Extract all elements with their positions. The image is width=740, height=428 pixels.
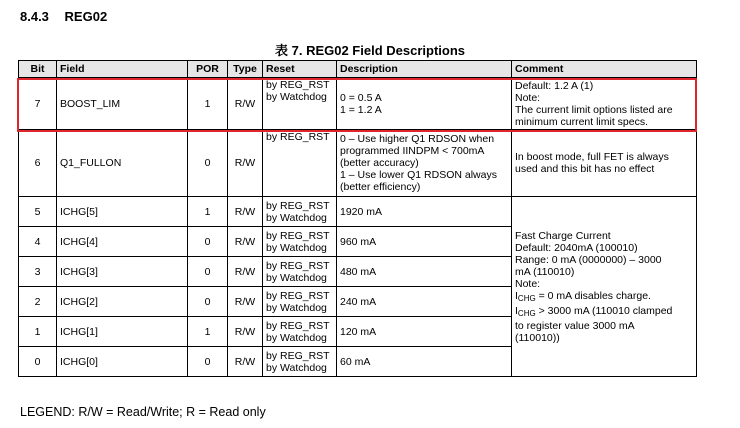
comment-line: [515, 305, 693, 320]
reset-line: by REG_RST: [266, 289, 330, 302]
cell-por: 1: [188, 197, 228, 227]
cell-reset: [263, 287, 337, 317]
cell-por: 0: [188, 347, 228, 377]
cell-type: R/W: [228, 257, 263, 287]
reset-line: by Watchdog: [266, 331, 327, 344]
table-title: 表 7. REG02 Field Descriptions: [275, 43, 465, 58]
cell-field: Q1_FULLON: [57, 130, 188, 197]
reset-line: by REG_RST: [266, 259, 330, 272]
cell-description: 960 mA: [337, 227, 512, 257]
cell-type: R/W: [228, 130, 263, 197]
cell-type: R/W: [228, 78, 263, 130]
cell-bit: 5: [19, 197, 57, 227]
cell-reset: [263, 257, 337, 287]
reset-line: by REG_RST: [266, 319, 330, 332]
comment-line: Fast Charge Current: [515, 229, 611, 242]
cell-reset: [263, 130, 337, 197]
cell-bit: 0: [19, 347, 57, 377]
cell-bit: 1: [19, 317, 57, 347]
col-header-por: POR: [188, 61, 228, 78]
table-header-row: [19, 61, 697, 78]
cell-description: 240 mA: [337, 287, 512, 317]
description-line: 1 – Use lower Q1 RDSON always: [340, 169, 497, 181]
cell-bit: 4: [19, 227, 57, 257]
cell-type: R/W: [228, 197, 263, 227]
legend: LEGEND: R/W = Read/Write; R = Read only: [20, 405, 266, 419]
reset-line: by REG_RST: [266, 199, 330, 212]
cell-bit: 3: [19, 257, 57, 287]
cell-reset: [263, 227, 337, 257]
cell-por: 1: [188, 317, 228, 347]
comment-line: (110010)): [515, 331, 560, 344]
comment-line: to register value 3000 mA: [515, 319, 635, 332]
col-header-bit: Bit: [19, 61, 57, 78]
cell-por: 0: [188, 257, 228, 287]
reset-line: by Watchdog: [266, 301, 327, 314]
reset-line: by Watchdog: [266, 91, 327, 103]
cell-field: ICHG[0]: [57, 347, 188, 377]
ichg-symbol: I: [515, 289, 518, 302]
cell-description: 480 mA: [337, 257, 512, 287]
cell-bit: 6: [19, 130, 57, 197]
description-line: 0 – Use higher Q1 RDSON when: [340, 133, 495, 145]
cell-comment: [512, 130, 697, 197]
cell-description: [337, 78, 512, 130]
cell-field: ICHG[4]: [57, 227, 188, 257]
reset-line: by Watchdog: [266, 361, 327, 374]
reset-line: by REG_RST: [266, 349, 330, 362]
cell-description: 1920 mA: [337, 197, 512, 227]
section-heading: [20, 9, 107, 24]
col-header-reset: Reset: [263, 61, 337, 78]
field-descriptions-table: [18, 60, 697, 377]
ichg-subscript: CHG: [517, 293, 536, 303]
comment-line: Default: 1.2 A (1): [515, 79, 594, 92]
description-line: 1 = 1.2 A: [340, 103, 382, 116]
comment-line: [515, 290, 693, 305]
comment-line: The current limit options listed are: [515, 103, 673, 116]
comment-text: > 3000 mA (110010 clamped: [535, 304, 673, 317]
comment-line: Range: 0 mA (0000000) – 3000: [515, 253, 662, 266]
section-title: REG02: [64, 9, 108, 24]
comment-line: used and this bit has no effect: [515, 163, 655, 175]
col-header-type: Type: [228, 61, 263, 78]
cell-reset: [263, 347, 337, 377]
comment-line: mA (110010): [515, 265, 575, 278]
description-line: 0 = 0.5 A: [340, 91, 382, 104]
reset-line: by REG_RST: [266, 79, 330, 91]
reset-line: by Watchdog: [266, 211, 327, 224]
section-number: 8.4.3: [20, 9, 49, 24]
cell-por: 1: [188, 78, 228, 130]
col-header-description: Description: [337, 61, 512, 78]
cell-por: 0: [188, 287, 228, 317]
cell-description: 120 mA: [337, 317, 512, 347]
cell-por: 0: [188, 130, 228, 197]
cell-type: R/W: [228, 347, 263, 377]
cell-por: 0: [188, 227, 228, 257]
comment-line: Default: 2040mA (100010): [515, 241, 638, 254]
table-row: [19, 130, 697, 197]
comment-line: minimum current limit specs.: [515, 115, 649, 128]
cell-field: BOOST_LIM: [57, 78, 188, 130]
description-line: (better efficiency): [340, 181, 421, 193]
cell-field: ICHG[5]: [57, 197, 188, 227]
cell-type: R/W: [228, 287, 263, 317]
reset-line: by REG_RST: [266, 131, 330, 143]
col-header-field: Field: [57, 61, 188, 78]
cell-bit: 7: [19, 78, 57, 130]
table-row: [19, 78, 697, 130]
reset-line: by Watchdog: [266, 241, 327, 254]
comment-line: Note:: [515, 277, 541, 290]
col-header-comment: Comment: [512, 61, 697, 78]
comment-line: Note:: [515, 91, 541, 104]
cell-field: ICHG[2]: [57, 287, 188, 317]
reset-line: by REG_RST: [266, 229, 330, 242]
description-line: programmed IINDPM < 700mA: [340, 145, 485, 157]
cell-type: R/W: [228, 317, 263, 347]
description-line: (better accuracy): [340, 157, 419, 169]
reset-line: by Watchdog: [266, 271, 327, 284]
comment-text: = 0 mA disables charge.: [535, 289, 651, 302]
cell-field: ICHG[1]: [57, 317, 188, 347]
cell-bit: 2: [19, 287, 57, 317]
cell-description: 60 mA: [337, 347, 512, 377]
cell-comment-ichg: [512, 197, 697, 377]
comment-line: In boost mode, full FET is always: [515, 151, 669, 163]
cell-reset: [263, 317, 337, 347]
cell-comment: [512, 78, 697, 130]
table-row: [19, 197, 697, 227]
ichg-symbol: I: [515, 304, 518, 317]
cell-reset: [263, 197, 337, 227]
cell-description: [337, 130, 512, 197]
cell-reset: [263, 78, 337, 130]
ichg-subscript: CHG: [517, 308, 536, 318]
cell-field: ICHG[3]: [57, 257, 188, 287]
cell-type: R/W: [228, 227, 263, 257]
